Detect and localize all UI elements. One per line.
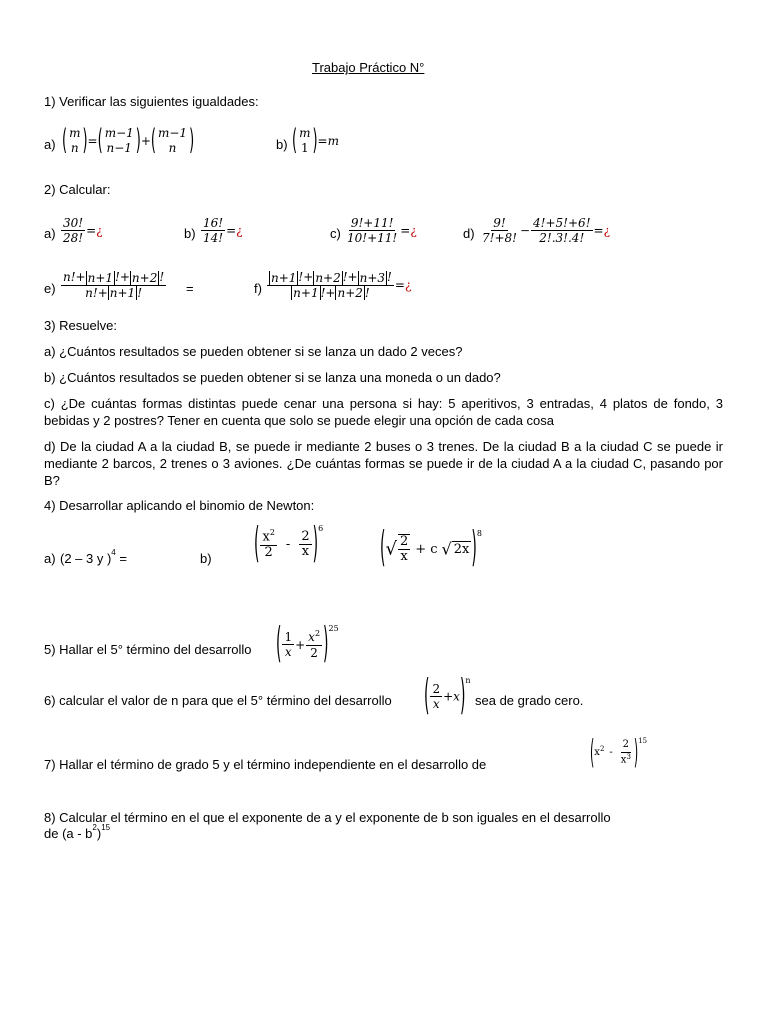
- page-title: Trabajo Práctico N°: [312, 60, 425, 75]
- q8-exp-outer: 15: [101, 823, 111, 832]
- formula-4a-exponent: 4: [111, 548, 116, 557]
- section-2-heading: 2) Calcular:: [44, 182, 111, 197]
- question-3d: d) De la ciudad A a la ciudad B, se puede ir mediante 2 buses o 3 trenes. De la ciudad B a la ciudad C se puede ir mediante 2 barcos, 2 trenes o 3 aviones. ¿De cuántas formas se puede ir de la ciudad A a la ciudad C, pasando por B?: [44, 439, 723, 488]
- formula-4c: (√ $\frac{2}{x}$ + c √ 2x )$^8$: [380, 525, 482, 573]
- section-3-heading: 3) Resuelve:: [44, 318, 117, 333]
- formula-4a-tail: =: [115, 551, 127, 566]
- formula-2a: $\frac{30!}{28!}$ =¿: [63, 216, 103, 245]
- question-3a: a) ¿Cuántos resultados se pueden obtener si se lanza un dado 2 veces?: [44, 344, 463, 359]
- item-1b-label: b): [276, 137, 288, 152]
- formula-6: ( $\frac{2}{x}$ +x)$^n$: [424, 672, 471, 721]
- q8-expr-a: de (a - b: [44, 826, 93, 841]
- formula-4a: [60, 548, 127, 567]
- q8-exp-inner: 2: [92, 823, 97, 832]
- formula-2b: $\frac{16!}{14!}$ =¿: [203, 216, 243, 245]
- formula-2e: $\frac{n!+ n+1 !+ n+2 !}{n!+ n+1 !}$: [63, 270, 165, 300]
- formula-5: ( $\frac{1}{x}$ + $\frac{x^2}{2}$ )$^{25}$: [276, 620, 339, 669]
- formula-4a-base: (2 – 3 y ): [60, 551, 112, 566]
- question-3b: b) ¿Cuántos resultados se pueden obtener si se lanza una moneda o un dado?: [44, 370, 501, 385]
- section-4-heading: 4) Desarrollar aplicando el binomio de Newton:: [44, 498, 315, 513]
- q8-expr-b: ): [96, 826, 102, 841]
- formula-1b: ( m 1 )=m: [292, 124, 339, 158]
- formula-2c: $\frac{9!+11!}{10!+11!}$ =¿: [347, 216, 417, 245]
- item-2e-equals: =: [186, 281, 194, 296]
- question-6: 6) calcular el valor de n para que el 5° término del desarrollo: [44, 693, 392, 708]
- item-2b-label: b): [184, 226, 196, 241]
- item-4b-label: b): [200, 551, 212, 566]
- formula-4b: ( $\frac{x^2}{2}$ - $\frac{2}{x}$ )$^6$: [254, 520, 324, 569]
- question-3c: c) ¿De cuántas formas distintas puede cenar una persona si hay: 5 aperitivos, 3 entradas, 4 platos de fondo, 3 bebidas y 2 postres? Tener en cuenta que solo se puede elegir una opción de cada cosa: [44, 396, 723, 428]
- section-1-heading: 1) Verificar las siguientes igualdades:: [44, 94, 259, 109]
- item-1a-label: a): [44, 137, 56, 152]
- item-2c-label: c): [330, 226, 341, 241]
- item-4a-label: a): [44, 551, 56, 566]
- item-2d-label: d): [463, 226, 475, 241]
- formula-7: ($x^2$ - $\frac{2}{x^3}$ )$^{15}$: [590, 733, 648, 773]
- formula-1a: ( m n )=( m−1 n−1 )+( m−1 n ): [62, 124, 195, 158]
- item-2e-label: e): [44, 281, 56, 296]
- question-5: 5) Hallar el 5° término del desarrollo: [44, 642, 252, 657]
- question-8-line1: 8) Calcular el término en el que el exponente de a y el exponente de b son iguales en el desarrollo: [44, 810, 611, 825]
- item-2a-label: a): [44, 226, 56, 241]
- question-6-tail: sea de grado cero.: [475, 693, 584, 708]
- item-2f-label: f): [254, 281, 262, 296]
- question-8-line2: [44, 823, 111, 842]
- formula-2f: $\frac{n+1 !+ n+2 !+ n+3 !}{n+1 !+ n+2 !}$ =¿: [266, 270, 411, 300]
- formula-2d: $\frac{9!}{7!+8!}$ − $\frac{4!+5!+6!}{2!.3!.4!}$ =¿: [482, 216, 611, 245]
- question-7: 7) Hallar el término de grado 5 y el término independiente en el desarrollo de: [44, 757, 487, 772]
